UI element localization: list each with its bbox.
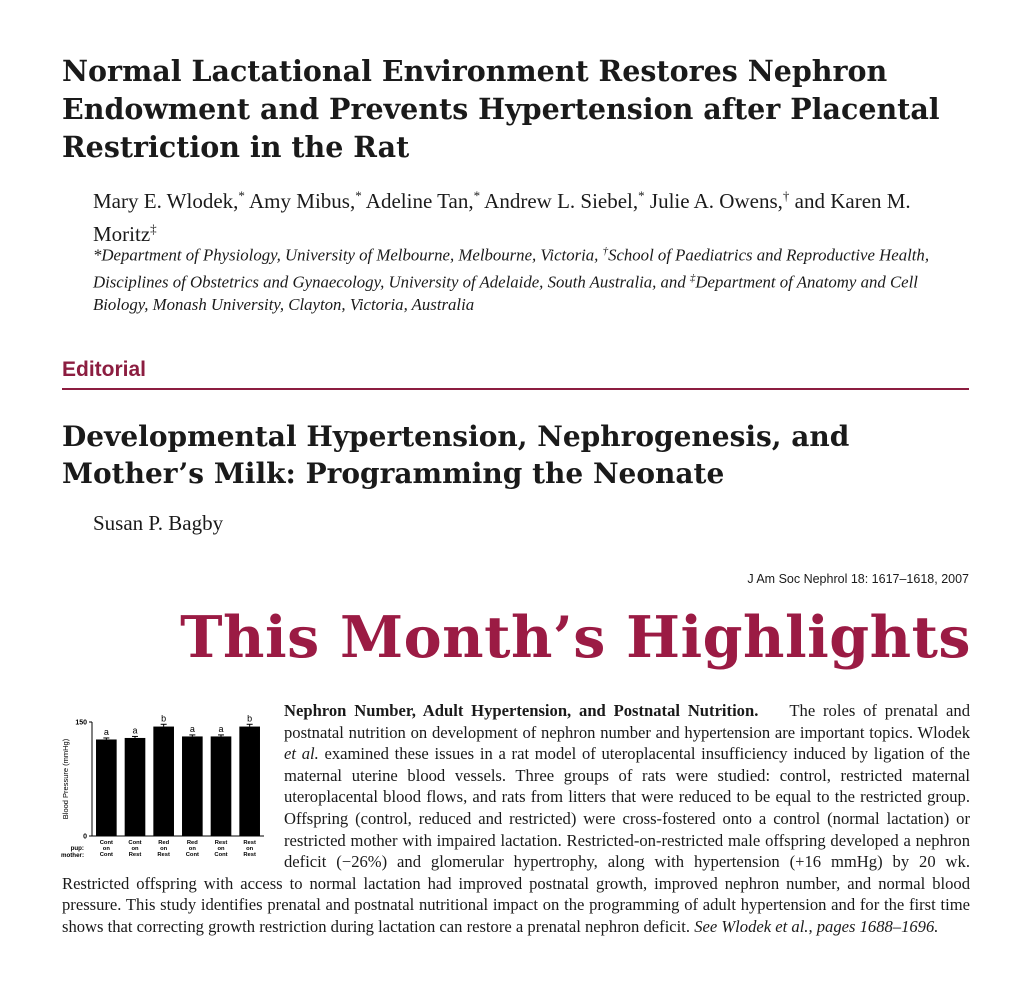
affiliations (93, 240, 953, 316)
affiliation: School of Paediatrics and Reproductive Health, Disciplines of Obstetrics and Gynaecology, University of Adelaide, South Australia, and (93, 245, 930, 292)
x-tick-label: on (131, 846, 139, 852)
affiliation-mark: ‡ (689, 271, 696, 284)
y-tick-label: 150 (75, 719, 87, 727)
journal-citation: J Am Soc Nephrol 18: 1617–1618, 2007 (747, 572, 969, 586)
affiliation: Department of Physiology, University of Melbourne, Melbourne, Victoria, (101, 245, 603, 265)
section-divider (62, 388, 969, 390)
article-title: Normal Lactational Environment Restores Nephron Endowment and Prevents Hypertension after Placental Restriction in the Rat (62, 54, 940, 164)
y-tick-label: 0 (83, 833, 87, 841)
significance-label: a (103, 726, 109, 737)
author: Julie A. Owens,† (649, 188, 790, 213)
x-tick-label: Rest (243, 840, 256, 846)
significance-label: b (161, 713, 167, 724)
author: and Karen M. Moritz‡ (93, 189, 911, 246)
x-tick-label: on (102, 846, 110, 852)
highlights-heading: This Month’s Highlights (180, 604, 971, 671)
highlight-text: examined these issues in a rat model of uteroplacental insufficiency induced by ligation of the maternal uterine blood vessels. Three groups of rats were studied: control, restricted maternal uteroplacental blood flows, and rats from litters that were reduced to be equal to the restricted group. Offspring (control, reduced and restricted) were cross-fostered onto a control (normal lactation) or restricted mother with impaired lactation. Restricted-on-restricted male offspring developed a nephron deficit (−26%) and glomerular hypertrophy, along with hypertension (+16 mmHg) by 20 wk. Restricted offspring with access to normal lactation had improved postnatal growth, improved nephron number, and normal blood pressure. This study identifies prenatal and postnatal nutritional impact on the programming of adult hypertension and for the first time shows that correcting growth restriction during lactation can restore a prenatal nephron deficit. (62, 744, 970, 936)
significance-label: b (247, 713, 253, 724)
highlight-lead: Nephron Number, Adult Hypertension, and Postnatal Nutrition. (284, 701, 759, 720)
highlight-reference: See Wlodek et al., pages 1688–1696. (694, 916, 939, 936)
x-tick-label: Rest (214, 840, 228, 846)
author-list (93, 182, 953, 248)
significance-label: a (132, 725, 138, 736)
x-tick-label: Cont (99, 852, 113, 858)
affiliation: Department of Anatomy and Cell Biology, Monash University, Clayton, Victoria, Australia (93, 272, 918, 315)
affiliation-mark: † (602, 245, 609, 257)
row-label: pup: (70, 845, 84, 852)
author: Mary E. Wlodek,* (93, 188, 245, 213)
figure-space (62, 700, 284, 872)
x-tick-label: Cont (99, 840, 113, 846)
author: Adeline Tan,* (365, 188, 481, 213)
x-tick-label: Rest (157, 852, 170, 858)
x-tick-label: on (188, 846, 196, 852)
editorial-title: Developmental Hypertension, Nephrogenesis, and Mother’s Milk: Programming the Neonate (62, 420, 850, 490)
x-tick-label: Cont (185, 852, 199, 858)
row-label: mother: (60, 852, 84, 859)
section-label: Editorial (62, 358, 147, 381)
highlight-text: The roles of prenatal and postnatal nutrition on development of nephron number and hypertension are important topics. Wlodek (284, 701, 970, 742)
x-tick-label: Cont (214, 852, 228, 858)
x-tick-label: Cont (128, 840, 142, 846)
editorial-author: Susan P. Bagby (93, 511, 224, 535)
x-tick-label: Rest (128, 852, 142, 858)
x-tick-label: on (160, 846, 168, 852)
x-tick-label: on (217, 846, 225, 852)
significance-label: a (189, 723, 195, 734)
highlight-emphasis: et al. (284, 744, 319, 764)
highlight-paragraph (62, 700, 970, 938)
affiliation-mark: * (93, 245, 102, 265)
author: Andrew L. Siebel,* (484, 188, 645, 213)
x-tick-label: on (246, 846, 254, 852)
significance-label: a (218, 723, 224, 734)
x-tick-label: Red (158, 840, 170, 846)
y-axis-label: Blood Pressure (mmHg) (61, 738, 70, 820)
x-tick-label: Rest (243, 852, 256, 858)
x-tick-label: Red (186, 840, 198, 846)
author: Amy Mibus,* (249, 188, 362, 213)
